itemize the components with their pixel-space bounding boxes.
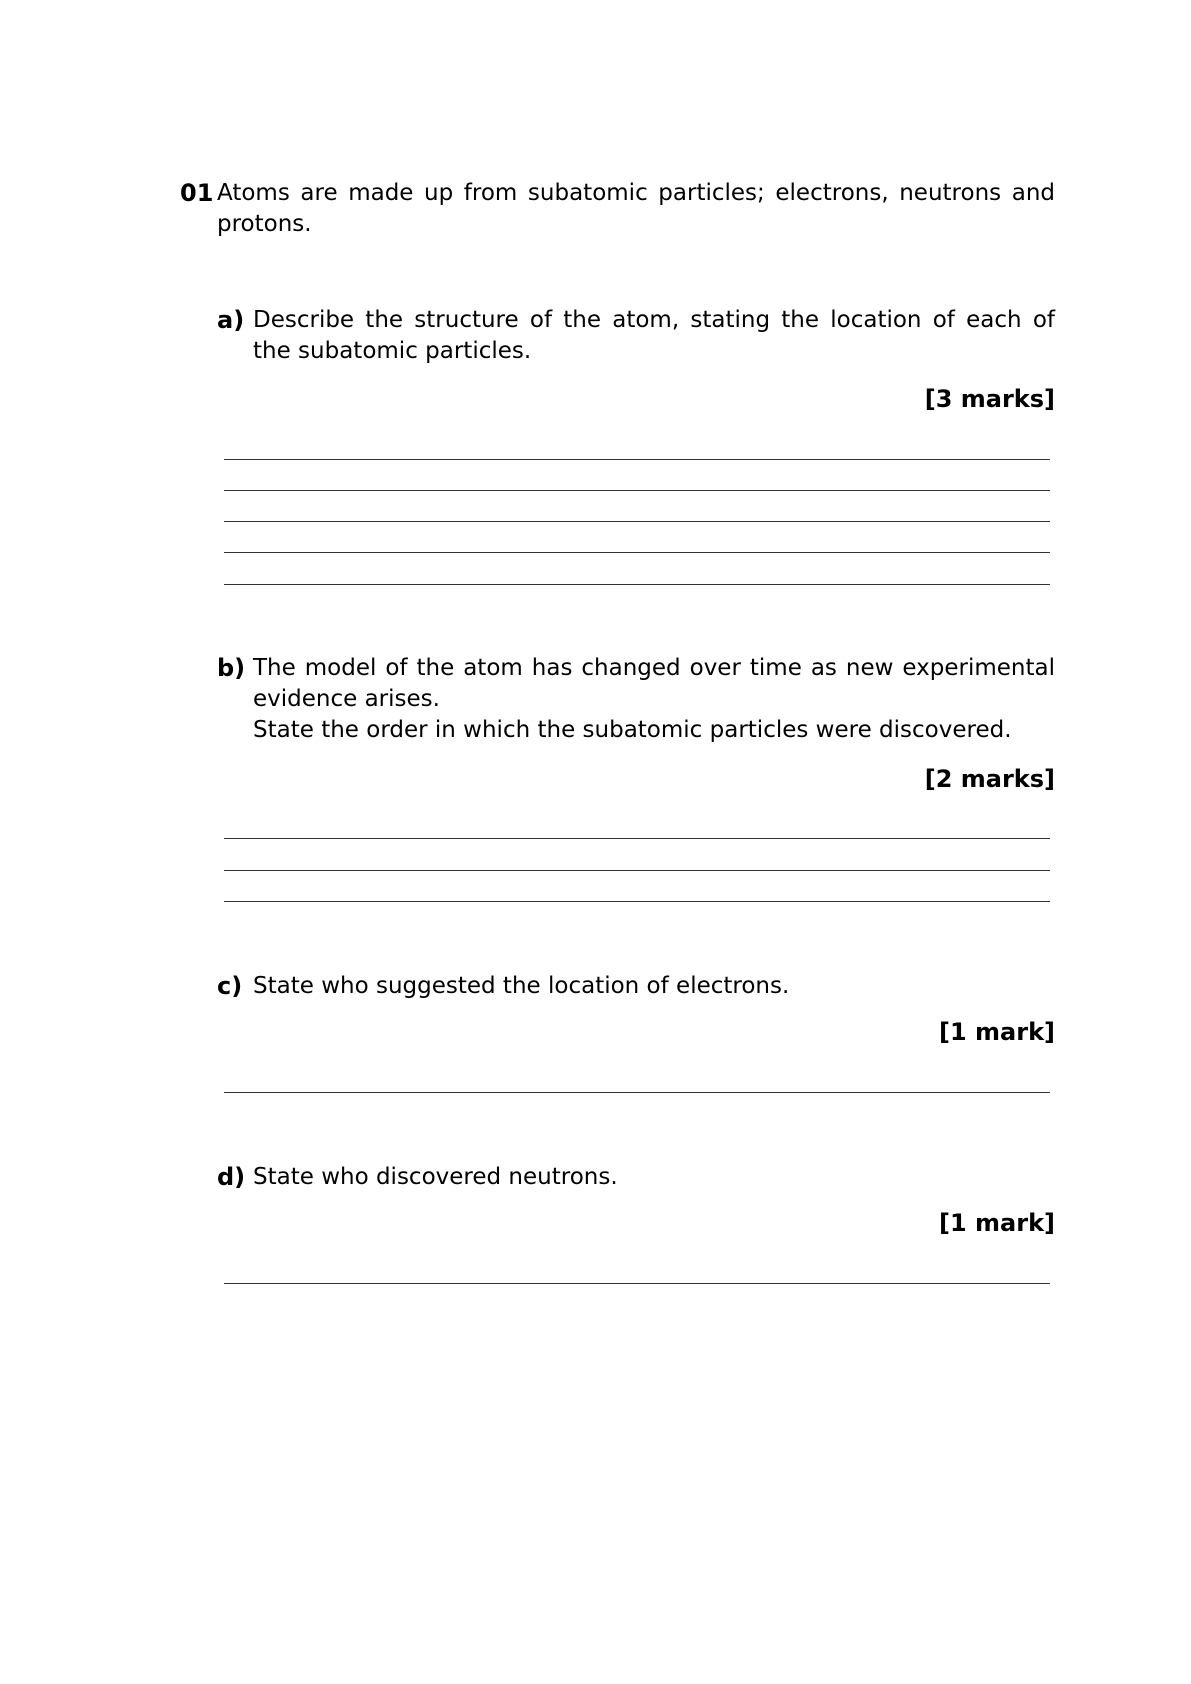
answer-line-d-1[interactable] — [224, 1283, 1050, 1284]
question-intro: Atoms are made up from subatomic particles; electrons, neutrons and protons. — [217, 180, 1055, 237]
part-b — [217, 653, 1055, 746]
part-b-label: b) — [217, 654, 246, 682]
part-d — [217, 1162, 1055, 1193]
part-d-label: d) — [217, 1163, 246, 1191]
part-b-marks: [2 marks] — [924, 765, 1055, 793]
answer-line-c-1[interactable] — [224, 1092, 1050, 1093]
part-d-text — [253, 1162, 1055, 1193]
part-a — [217, 305, 1055, 367]
part-d-question: State who discovered neutrons. — [253, 1164, 618, 1190]
part-a-text — [253, 305, 1055, 367]
part-c-question: State who suggested the location of electrons. — [253, 973, 790, 999]
part-a-label: a) — [217, 306, 245, 334]
part-a-question: Describe the structure of the atom, stating the location of each of the subatomic particles. — [253, 307, 1055, 364]
question-number: 01 — [180, 179, 214, 207]
part-c-text — [253, 971, 1055, 1002]
answer-line-a-5[interactable] — [224, 584, 1050, 585]
part-c — [217, 971, 1055, 1002]
answer-line-a-3[interactable] — [224, 521, 1050, 522]
part-b-question-2: State the order in which the subatomic particles were discovered. — [253, 717, 1012, 743]
part-a-marks: [3 marks] — [924, 385, 1055, 413]
part-b-text — [253, 653, 1055, 746]
part-c-marks: [1 mark] — [939, 1018, 1055, 1046]
answer-line-a-2[interactable] — [224, 490, 1050, 491]
part-c-label: c) — [217, 972, 243, 1000]
answer-line-b-1[interactable] — [224, 838, 1050, 839]
part-b-question-1: The model of the atom has changed over time as new experimental evidence arises. — [253, 655, 1055, 712]
part-d-marks: [1 mark] — [939, 1209, 1055, 1237]
answer-line-b-2[interactable] — [224, 870, 1050, 871]
answer-line-b-3[interactable] — [224, 901, 1050, 902]
answer-line-a-1[interactable] — [224, 459, 1050, 460]
answer-line-a-4[interactable] — [224, 552, 1050, 553]
